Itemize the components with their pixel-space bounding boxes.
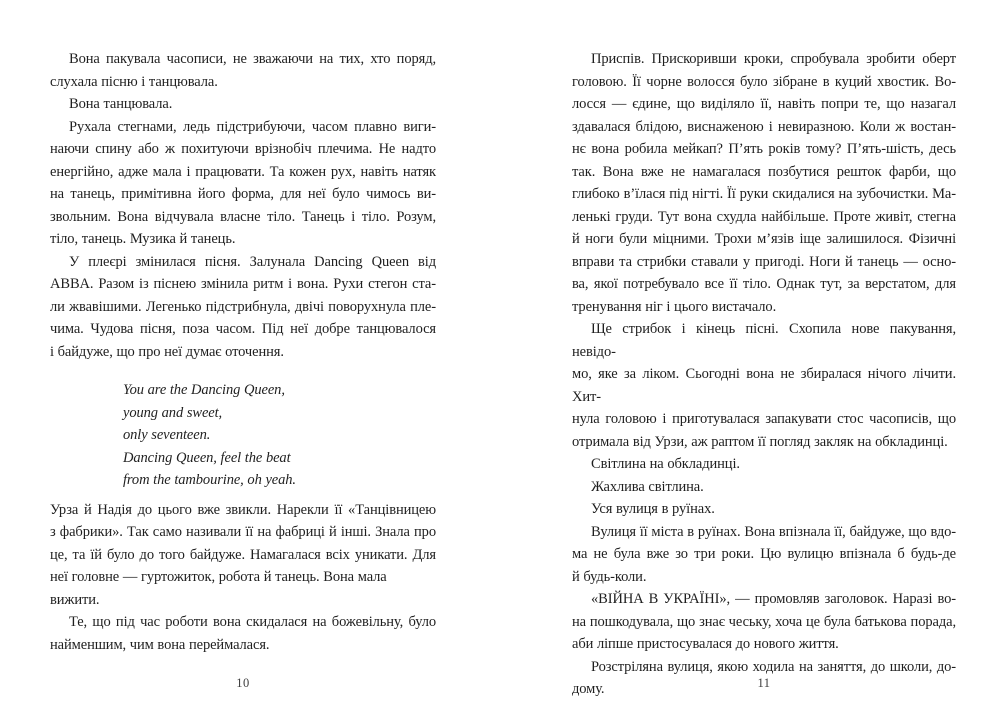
text-line: слухала пісню і танцювала. [50,73,218,90]
text-line: на танець, примітивна його форма, для неї було чимось ви- [50,186,436,202]
text-line: глибоко в’їлася під нігті. Її руки скидалися на зубочистки. Ма- [572,186,956,202]
text-line: ва, якої потребувало все її тіло. Однак тут, за верстатом, для [572,276,956,292]
text-line: Вона танцювала. [69,96,173,112]
text-line: мо, яке за ліком. Сьогодні вона не збиралася нічого лічити. Хит- [572,366,956,405]
left-page-number: 10 [236,676,250,690]
text-line: наючи спину або ж похитуючи врізнобіч плечима. Не надто [50,141,436,157]
text-line: здавалася блідою, виснаженою і невиразною. Коли ж востан- [572,118,956,135]
text-line: Вулиця її міста в руїнах. Вона впізнала її, байдуже, що вдо- [591,523,956,540]
paragraph [50,48,436,93]
paragraph [572,521,956,589]
paragraph [50,93,436,116]
text-line: Розстріляна вулиця, якою ходила на заняття, до школи, до- [591,658,956,675]
text-line: аби ліпше пристосувалася до нового життя. [572,636,839,652]
text-line: Урза й Надія до цього вже звикли. Нарекли її «Танцівницею [50,501,436,518]
text-line: вправи та стрибки ставали у пригоді. Ноги й танець — осно- [572,253,956,270]
text-line: from the tambourine, oh yeah. [123,472,296,488]
text-line: дому. [572,681,605,697]
text-line: тіло, танець. Музика й танець. [50,231,236,247]
text-line: young and sweet, [123,404,223,421]
text-line: звольним. Вона відчувала власне тіло. Танець і тіло. Розум, [50,208,436,225]
text-line: й ноги були міцними. Трохи м’язів іще залишилося. Фізичні [572,231,956,247]
text-line: «ВІЙНА В УКРАЇНІ», — промовляв заголовок. Наразі во- [591,591,956,607]
paragraph [50,251,436,364]
paragraph [572,476,956,499]
paragraph [572,48,956,318]
right-page [572,48,956,708]
right-page-text-block [572,48,956,701]
text-line: Рухала стегнами, ледь підстрибуючи, часом плавно виги- [69,118,436,135]
text-line: You are the Dancing Queen, [123,382,285,398]
song-lyrics-verse [123,379,436,492]
text-line: Те, що під час роботи вона скидалася на божевільну, було [69,614,436,630]
text-line: Приспів. Прискоривши кроки, спробувала зробити оберт [591,51,956,67]
text-line: чима. Чудова пісня, поза часом. Під неї добре танцювалося [50,321,436,337]
text-line: only seventeen. [123,427,211,443]
text-line: й будь-коли. [572,568,647,585]
text-line: Dancing Queen, feel the beat [123,449,291,466]
text-line: Вона пакувала часописи, не зважаючи на тих, хто поряд, [69,51,436,67]
text-line: Ще стрибок і кінець пісні. Схопила нове пакування, невідо- [572,321,956,360]
text-line: отримала від Урзи, аж раптом її погляд закляк на обкладинці. [572,433,948,450]
text-line: енергійно, адже мала і працювати. Та кожен рух, навіть натяк [50,163,436,180]
text-line: тренування ніг і цього вистачало. [572,298,777,315]
text-line: неї головне — гуртожиток, робота й танець. Вона мала вижити. [50,569,387,608]
left-page-text-block [50,48,436,656]
text-line: Жахлива світлина. [591,478,704,495]
text-line: Уся вулиця в руїнах. [591,501,715,517]
text-line: У плеєрі змінилася пісня. Залунала Dancing Queen від [69,253,436,270]
paragraph [572,498,956,521]
paragraph [572,588,956,656]
text-line: найменшим, чим вона переймалася. [50,636,270,653]
text-line: нє вона робила мейкап? П’ять років тому? П’ять-шість, десь [572,141,956,157]
text-line: ма не була вже зо три роки. Цю вулицю впізнала б будь-де [572,546,956,562]
text-line: головою. Її чорне волосся було зібране в куций хвостик. Во- [572,73,956,90]
paragraph [50,499,436,612]
paragraph [572,453,956,476]
paragraph [572,318,956,453]
text-line: це, та їй було до того байдуже. Намагалася всіх уникати. Для [50,546,436,563]
text-line: на пошкодувала, що знає чеську, хоча це була батькова порада, [572,613,956,630]
text-line: ленькі груди. Тут вона схудла найбільше. Проте живіт, стегна [572,208,956,225]
paragraph [50,116,436,251]
text-line: ли жвавішими. Легенько підстрибнула, двічі поворухнула пле- [50,298,436,315]
text-line: з фабрики». Так само називали її на фабриці й інші. Знала про [50,524,436,540]
text-line: ABBA. Разом із піснею змінила ритм і вона. Рухи стегон ста- [50,276,436,292]
text-line: лосся — єдине, що виділяло її, навіть попри те, що назагал [572,96,956,112]
text-line: так. Вона вже не намагалася позбутися решток фарби, що [572,163,956,180]
right-page-number: 11 [757,676,771,690]
text-line: Світлина на обкладинці. [591,456,740,472]
text-line: нула головою і приготувалася запакувати стос часописів, що [572,411,956,427]
paragraph [50,611,436,656]
left-page [50,48,436,708]
text-line: і байдуже, що про неї думає оточення. [50,343,284,360]
